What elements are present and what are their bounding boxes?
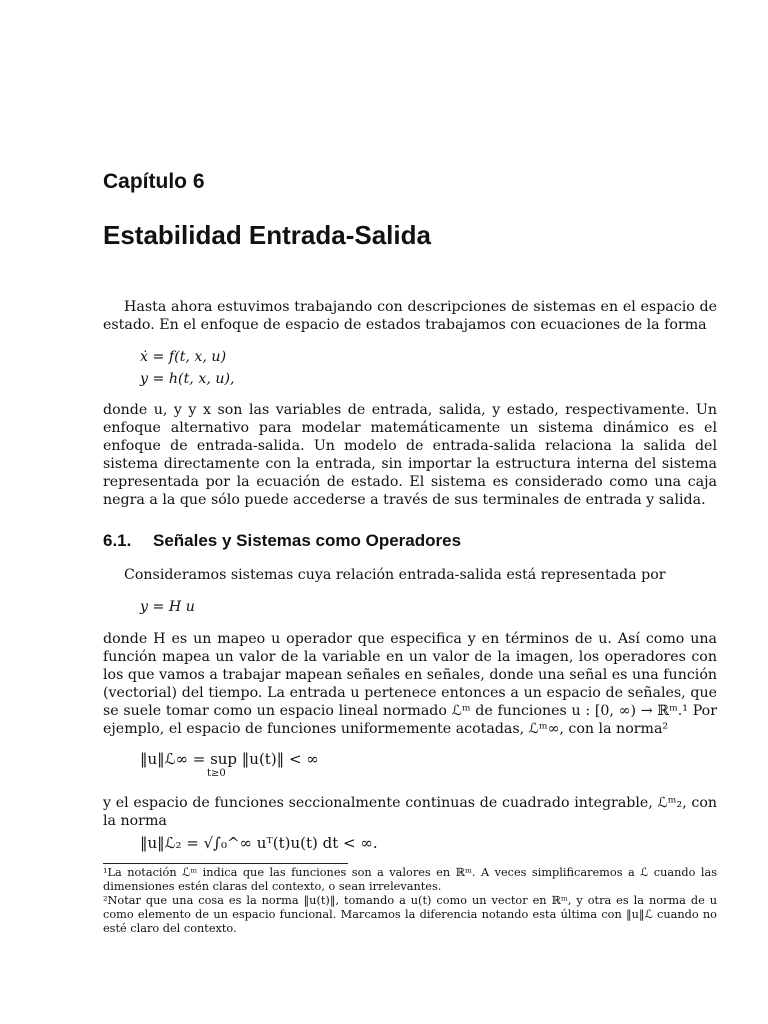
l2-norm-equation: ‖u‖ℒ₂ = √∫₀^∞ uᵀ(t)u(t) dt < ∞. — [140, 834, 378, 852]
operator-equation: y = H u — [140, 599, 195, 615]
chapter-title: Estabilidad Entrada-Salida — [103, 220, 431, 250]
section-number: 6.1. — [103, 531, 132, 550]
intro-paragraph: Hasta ahora estuvimos trabajando con descripciones de sistemas en el espacio de estado. En el enfoque de espacio de estados trabajamos con ecuaciones de la forma — [103, 299, 717, 333]
footnote-2: ²Notar que una cosa es la norma ‖u(t)‖, tomando a u(t) como un vector en ℝᵐ, y otra es la norma de u como elemento de un espacio funcional. Marcamos la diferencia notando esta última con ‖u‖ℒ cuando no esté claro del contexto. — [103, 894, 717, 935]
paragraph-l2: y el espacio de funciones seccionalmente continuas de cuadrado integrable, ℒᵐ₂, con la norma — [103, 795, 717, 829]
section-title: Señales y Sistemas como Operadores — [153, 531, 462, 550]
paragraph-consideramos: Consideramos sistemas cuya relación entrada-salida está representada por — [124, 567, 666, 583]
paragraph-variables: donde u, y y x son las variables de entrada, salida, y estado, respectivamente. Un enfoque alternativo para modelar matemáticamente un sistema dinámico es el enfoque de entrada-salida. Un modelo de entrada-salida relaciona la salida del sistema directamente con la entrada, sin importar la estructura interna del sistema representada por la ecuación de estado. El sistema es considerado como una caja negra a la que sólo puede accederse a través de sus terminales de entrada y salida. — [103, 402, 717, 508]
footnote-rule — [103, 863, 348, 864]
state-equation-1: ẋ = f(t, x, u) — [140, 349, 227, 365]
paragraph-operador: donde H es un mapeo u operador que especifica y en términos de u. Así como una función mapea un valor de la variable en un valor de la imagen, los operadores con los que vamos a trabajar mapean señales en señales, donde una señal es una función (vectorial) del tiempo. La entrada u pertenece entonces a un espacio de señales, que se suele tomar como un espacio lineal normado ℒᵐ de funciones u : [0, ∞) → ℝᵐ.¹ Por ejemplo, el espacio de funciones uniformemente acotadas, ℒᵐ∞, con la norma² — [103, 631, 717, 737]
chapter-label: Capítulo 6 — [103, 170, 205, 193]
state-equation-2: y = h(t, x, u), — [140, 371, 235, 387]
footnote-1: ¹La notación ℒᵐ indica que las funciones son a valores en ℝᵐ. A veces simplificaremos a ℒ cuando las dimensiones estén claras del contexto, o sean irrelevantes. — [103, 866, 717, 893]
sup-norm-subscript: t≥0 — [207, 768, 226, 779]
sup-norm-equation: ‖u‖ℒ∞ = sup ‖u(t)‖ < ∞ — [140, 750, 319, 768]
